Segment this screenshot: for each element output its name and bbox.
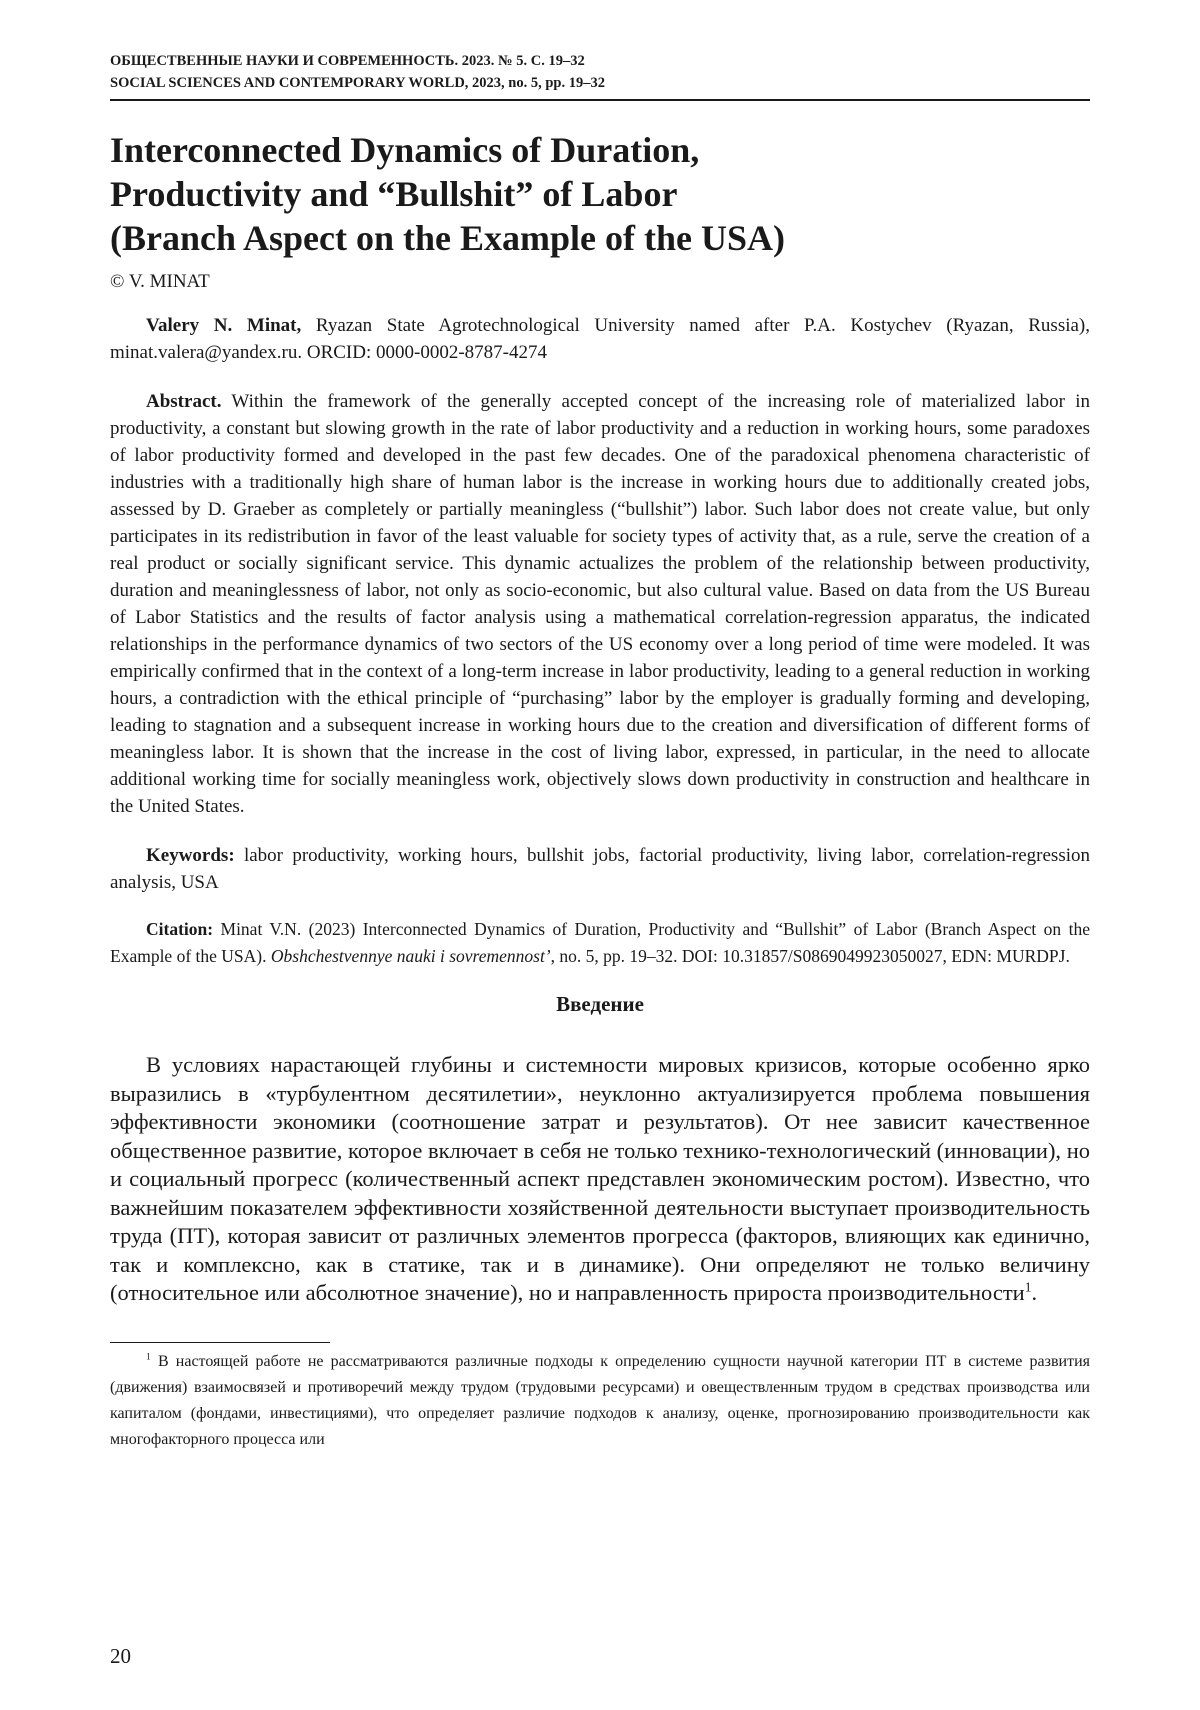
keywords-text: labor productivity, working hours, bullshit jobs, factorial productivity, living labor, correlation-regression analysis, USA: [110, 845, 1090, 893]
section-heading: Введение: [556, 992, 644, 1016]
footnote-text: В настоящей работе не рассматриваются различные подходы к определению сущности научной категории ПТ в системе развития (движения) взаимосвязей и противоречий между трудом (трудовыми ресурсами) и овеществленным трудом в средствах производства или капиталом (фондами, инвестициями), что определяет различие подходов к анализу, оценке, прогнозированию производительности как многофакторного процесса или: [110, 1352, 1090, 1448]
citation-text: Minat V.N. (2023) Interconnected Dynamics of Duration, Productivity and “Bullshit” of Labor (Branch Aspect on the Example of the USA).: [110, 919, 1090, 966]
abstract-label: Abstract.: [146, 391, 222, 412]
author-affiliation: Ryazan State Agrotechnological University named after P.A. Kostychev (Ryazan, Russia), minat.valera@yandex.ru. ORCID: 0000-0002-8787-4274: [110, 315, 1091, 363]
footnote-reference[interactable]: 1: [1024, 1279, 1032, 1295]
title-line-3: (Branch Aspect on the Example of the USA): [110, 218, 785, 258]
citation-journal: Obshchestvennye nauki i sovremennost’: [270, 946, 551, 966]
author-info: [110, 312, 1090, 366]
keywords: [110, 842, 1090, 896]
footnote-marker: 1: [146, 1351, 151, 1363]
article-title: [110, 128, 1090, 260]
title-line-2: Productivity and “Bullshit” of Labor: [110, 174, 678, 214]
citation-details: , no. 5, pp. 19–32. DOI: 10.31857/S0869049923050027, EDN: MURDPJ.: [550, 946, 1070, 966]
abstract-text: Within the framework of the generally accepted concept of the increasing role of materialized labor in productivity, a constant but slowing growth in the rate of labor productivity and a reduction in working hours, some paradoxes of labor productivity formed and developed in the past few decades. One of the paradoxical phenomena characteristic of industries with a traditionally high share of human labor is the increase in working hours due to additionally created jobs, assessed by D. Graeber as completely or partially meaningless (“bullshit”) labor. Such labor does not create value, but only participates in its redistribution in favor of the least valuable for society types of activity that, as a rule, serve the creation of a real product or socially significant service. This dynamic actualizes the problem of the relationship between productivity, duration and meaninglessness of labor, not only as socio-economic, but also cultural value. Based on data from the US Bureau of Labor Statistics and the results of factor analysis using a mathematical correlation-regression apparatus, the indicated relationships in the performance dynamics of two sectors of the US economy over a long period of time were modeled. It was empirically confirmed that in the context of a long-term increase in labor productivity, leading to a general reduction in working hours, a contradiction with the ethical principle of “purchasing” labor by the employer is gradually forming and developing, leading to stagnation and a subsequent increase in working hours due to the creation and diversification of different forms of meaningless labor. It is shown that the increase in the cost of living labor, expressed, in particular, in the need to allocate additional working time for socially meaningless work, objectively slows down productivity in construction and healthcare in the United States.: [110, 391, 1090, 817]
body-text-end: .: [1031, 1280, 1038, 1305]
header-rule: [110, 99, 1090, 101]
running-head-russian: ОБЩЕСТВЕННЫЕ НАУКИ И СОВРЕМЕННОСТЬ. 2023. № 5. С. 19–32: [110, 53, 585, 69]
keywords-label: Keywords:: [146, 845, 235, 866]
body-text: В условиях нарастающей глубины и системности мировых кризисов, которые особенно ярко выразились в «турбулентном десятилетии», неуклонно актуализируется проблема повышения эффективности экономики (соотношение затрат и результатов). От нее зависит качественное общественное развитие, которое включает в себя не только технико-технологический (инновации), но и социальный прогресс (количественный аспект представлен экономическим ростом). Известно, что важнейшим показателем эффективности хозяйственной деятельности выступает производительность труда (ПТ), которая зависит от различных элементов прогресса (факторов, влияющих как единично, так и комплексно, как в статике, так и в динамике). Они определяют не только величину (относительное или абсолютное значение), но и направленность прироста производительности: [110, 1052, 1090, 1305]
title-line-1: Interconnected Dynamics of Duration,: [110, 130, 700, 170]
article-page: [110, 50, 1090, 1690]
footnote-rule: [110, 1342, 330, 1343]
abstract: [110, 388, 1090, 820]
running-head-english: SOCIAL SCIENCES AND CONTEMPORARY WORLD, 2023, no. 5, pp. 19–32: [110, 75, 605, 91]
page-number: 20: [110, 1644, 131, 1668]
body-paragraph: [110, 1051, 1090, 1308]
author-name: Valery N. Minat,: [146, 315, 302, 336]
citation-label: Citation:: [146, 919, 214, 939]
running-head: [110, 50, 1090, 94]
citation: [110, 916, 1090, 970]
footnote: [110, 1349, 1090, 1453]
copyright-line: © V. MINAT: [110, 271, 210, 292]
